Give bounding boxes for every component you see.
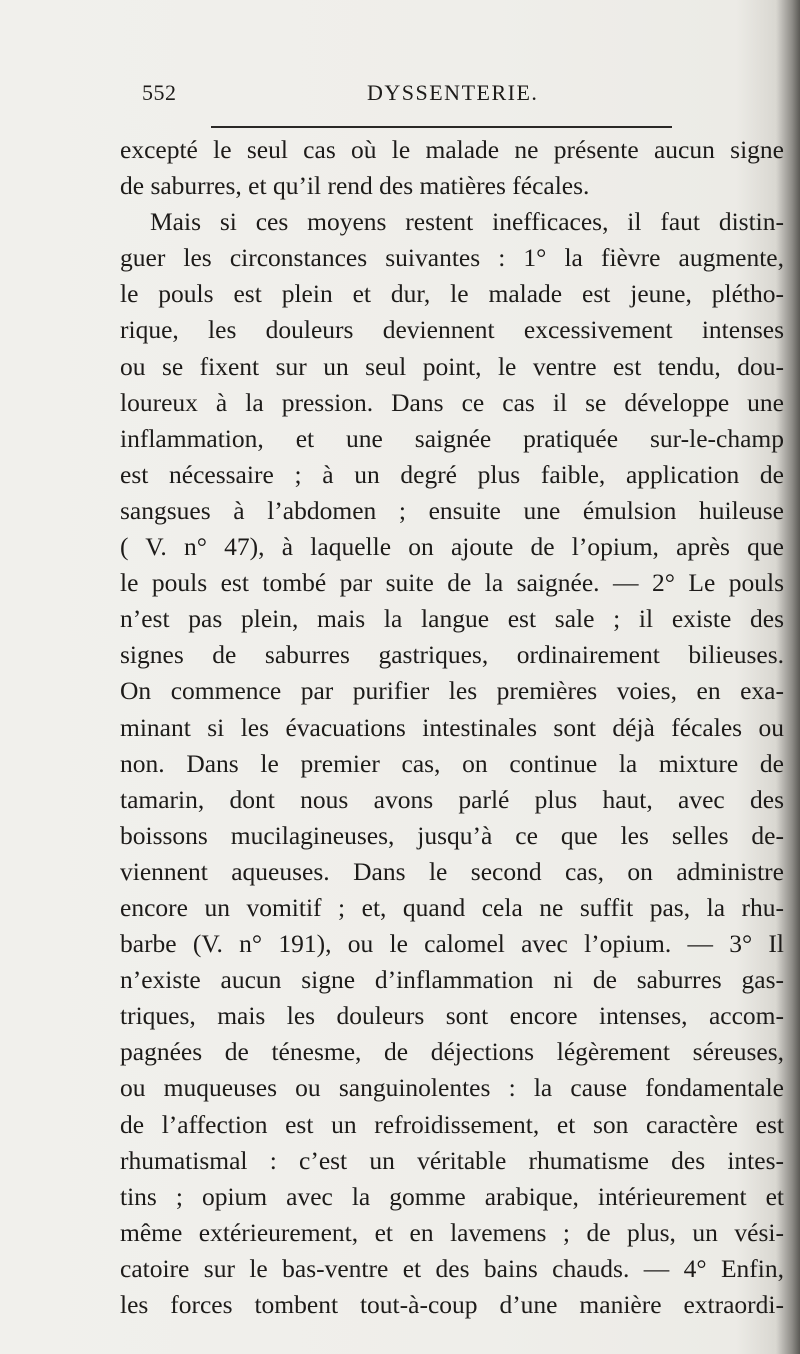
text-line: excepté le seul cas où le malade ne présente aucun signe	[120, 135, 784, 164]
text-line: boissons mucilagineuses, jusqu’à ce que les selles de-	[120, 820, 784, 850]
text-line: rhumatismal : c’est un véritable rhumatisme des intes-	[120, 1145, 784, 1175]
text-line: le pouls est tombé par suite de la saignée. — 2° Le pouls	[120, 568, 784, 598]
text-line: inflammation, et une saignée pratiquée sur-le-champ	[120, 423, 784, 453]
text-line: pagnées de ténesme, de déjections légèrement séreuses,	[120, 1037, 784, 1067]
text-line: n’est pas plein, mais la langue est sale ; il existe des	[120, 604, 784, 634]
text-line: non. Dans le premier cas, on continue la mixture de	[120, 748, 784, 778]
text-line: barbe (V. n° 191), ou le calomel avec l’opium. — 3° Il	[120, 929, 784, 959]
page-header	[142, 72, 782, 112]
page-number: 552	[142, 80, 177, 105]
text-line: signes de saburres gastriques, ordinairement bilieuses.	[120, 640, 784, 670]
text-line: encore un vomitif ; et, quand cela ne suffit pas, la rhu-	[120, 892, 784, 922]
text-line: viennent aqueuses. Dans le second cas, on administre	[120, 856, 784, 886]
text-line: ou se fixent sur un seul point, le ventre est tendu, dou-	[120, 351, 784, 381]
text-line: guer les circonstances suivantes : 1° la fièvre augmente,	[120, 243, 784, 273]
text-line: On commence par purifier les premières voies, en exa-	[120, 676, 784, 706]
body-text	[120, 132, 784, 1323]
text-line: même extérieurement, et en lavemens ; de plus, un vési-	[120, 1217, 784, 1247]
text-line: tamarin, dont nous avons parlé plus haut, avec des	[120, 784, 784, 814]
text-line: Mais si ces moyens restent inefficaces, il faut distin-	[150, 207, 784, 237]
text-line: ou muqueuses ou sanguinolentes : la cause fondamentale	[120, 1073, 784, 1103]
header-rule	[211, 126, 672, 128]
text-line: le pouls est plein et dur, le malade est jeune, plétho-	[120, 279, 784, 309]
text-line: minant si les évacuations intestinales sont déjà fécales ou	[120, 712, 784, 742]
text-line: rique, les douleurs deviennent excessivement intenses	[120, 315, 784, 345]
text-line: ( V. n° 47), à laquelle on ajoute de l’opium, après que	[120, 532, 784, 562]
text-line: loureux à la pression. Dans ce cas il se développe une	[120, 387, 784, 417]
text-line: catoire sur le bas-ventre et des bains chauds. — 4° Enfin,	[120, 1253, 784, 1283]
text-line: n’existe aucun signe d’inflammation ni de saburres gas-	[120, 965, 784, 995]
text-line: sangsues à l’abdomen ; ensuite une émulsion huileuse	[120, 495, 784, 525]
running-title: DYSSENTERIE.	[367, 80, 539, 105]
text-line: de l’affection est un refroidissement, et son caractère est	[120, 1109, 784, 1139]
text-line: tins ; opium avec la gomme arabique, intérieurement et	[120, 1181, 784, 1211]
text-line: est nécessaire ; à un degré plus faible, application de	[120, 459, 784, 489]
text-line: de saburres, et qu’il rend des matières fécales.	[120, 171, 590, 201]
text-line: triques, mais les douleurs sont encore intenses, accom-	[120, 1001, 784, 1031]
text-line: les forces tombent tout-à-coup d’une manière extraordi-	[120, 1290, 784, 1319]
